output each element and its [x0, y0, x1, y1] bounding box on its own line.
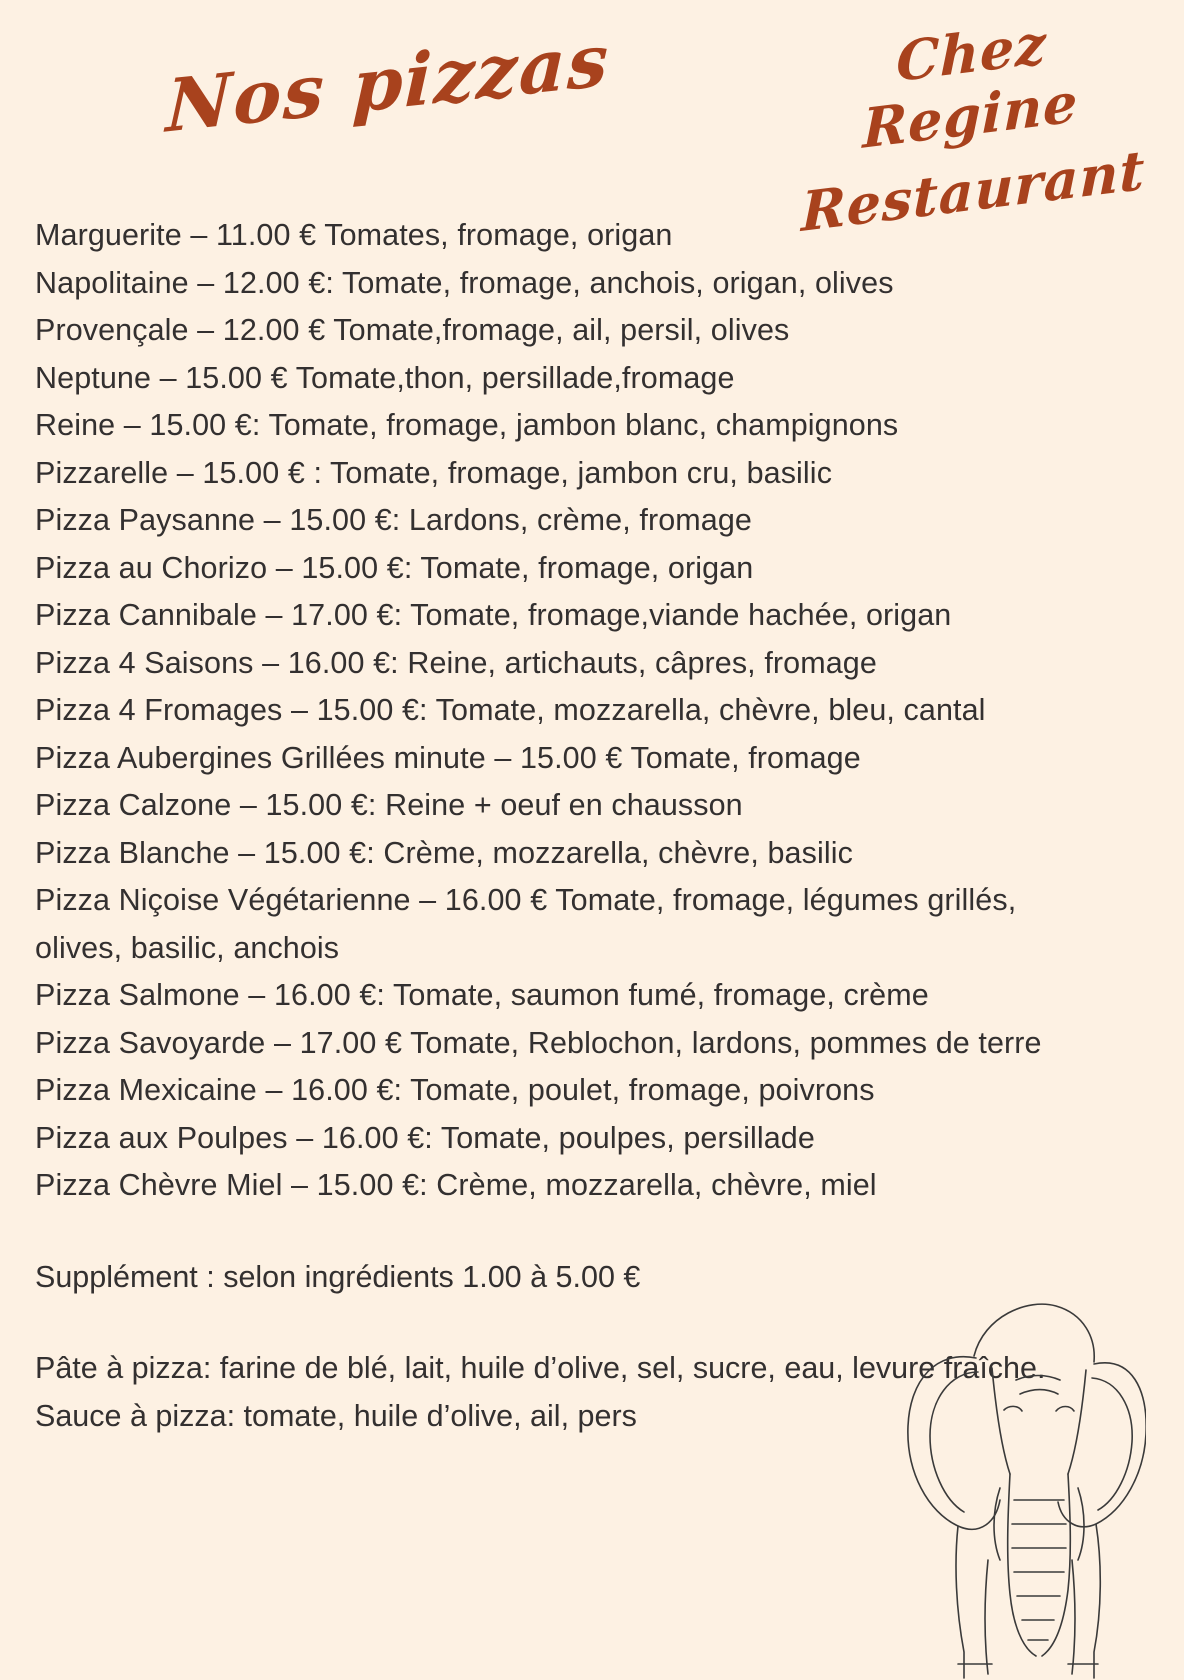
menu-item: Pizza Niçoise Végétarienne – 16.00 € Tomate, fromage, légumes grillés, olives, basilic, anchois: [35, 883, 1017, 965]
menu-item: Pizza Calzone – 15.00 €: Reine + oeuf en chausson: [35, 788, 743, 822]
menu-item: Pizza aux Poulpes – 16.00 €: Tomate, poulpes, persillade: [35, 1120, 815, 1155]
menu-item: Provençale – 12.00 € Tomate,fromage, ail, persil, olives: [35, 313, 790, 347]
menu-item: Marguerite – 11.00 € Tomates, fromage, origan: [35, 218, 673, 252]
menu-item: Pizza Blanche – 15.00 €: Crème, mozzarella, chèvre, basilic: [35, 835, 853, 870]
menu-item: Pizza Salmone – 16.00 €: Tomate, saumon fumé, fromage, crème: [35, 978, 929, 1012]
menu-item: Pizza 4 Fromages – 15.00 €: Tomate, mozzarella, chèvre, bleu, cantal: [35, 693, 986, 727]
page-title: Nos pizzas: [164, 16, 612, 149]
menu-item: Pizza Cannibale – 17.00 €: Tomate, fromage,viande hachée, origan: [35, 598, 952, 632]
menu-item: Pizza Mexicaine – 16.00 €: Tomate, poulet, fromage, poivrons: [35, 1073, 875, 1107]
menu-item: Pizza Savoyarde – 17.00 € Tomate, Reblochon, lardons, pommes de terre: [35, 1025, 1042, 1060]
ingredients-footer: [35, 1345, 1085, 1440]
menu-item: Pizza Chèvre Miel – 15.00 €: Crème, mozzarella, chèvre, miel: [35, 1168, 877, 1202]
pizza-menu-list: [35, 212, 1085, 1440]
menu-item: Pizza au Chorizo – 15.00 €: Tomate, fromage, origan: [35, 550, 754, 585]
dough-ingredients: Pâte à pizza: farine de blé, lait, huile d’olive, sel, sucre, eau, levure fraîche.: [35, 1351, 1046, 1385]
sauce-ingredients: Sauce à pizza: tomate, huile d’olive, ail, pers: [35, 1398, 637, 1433]
brand-subtitle: Restaurant: [800, 137, 1146, 245]
menu-item: Neptune – 15.00 € Tomate,thon, persillade,fromage: [35, 360, 735, 395]
menu-item: Pizzarelle – 15.00 € : Tomate, fromage, jambon cru, basilic: [35, 455, 833, 490]
menu-item: Reine – 15.00 €: Tomate, fromage, jambon blanc, champignons: [35, 408, 899, 442]
menu-item: Napolitaine – 12.00 €: Tomate, fromage, anchois, origan, olives: [35, 265, 894, 300]
supplement-note: Supplément : selon ingrédients 1.00 à 5.00 €: [35, 1259, 641, 1294]
menu-item: Pizza Paysanne – 15.00 €: Lardons, crème, fromage: [35, 503, 752, 537]
menu-item: Pizza 4 Saisons – 16.00 €: Reine, artichauts, câpres, fromage: [35, 645, 877, 680]
brand-name: Chez Regine: [862, 11, 1079, 161]
spacer: [35, 1210, 1085, 1254]
restaurant-brand: [800, 11, 1146, 245]
menu-item: Pizza Aubergines Grillées minute – 15.00 € Tomate, fromage: [35, 740, 861, 775]
